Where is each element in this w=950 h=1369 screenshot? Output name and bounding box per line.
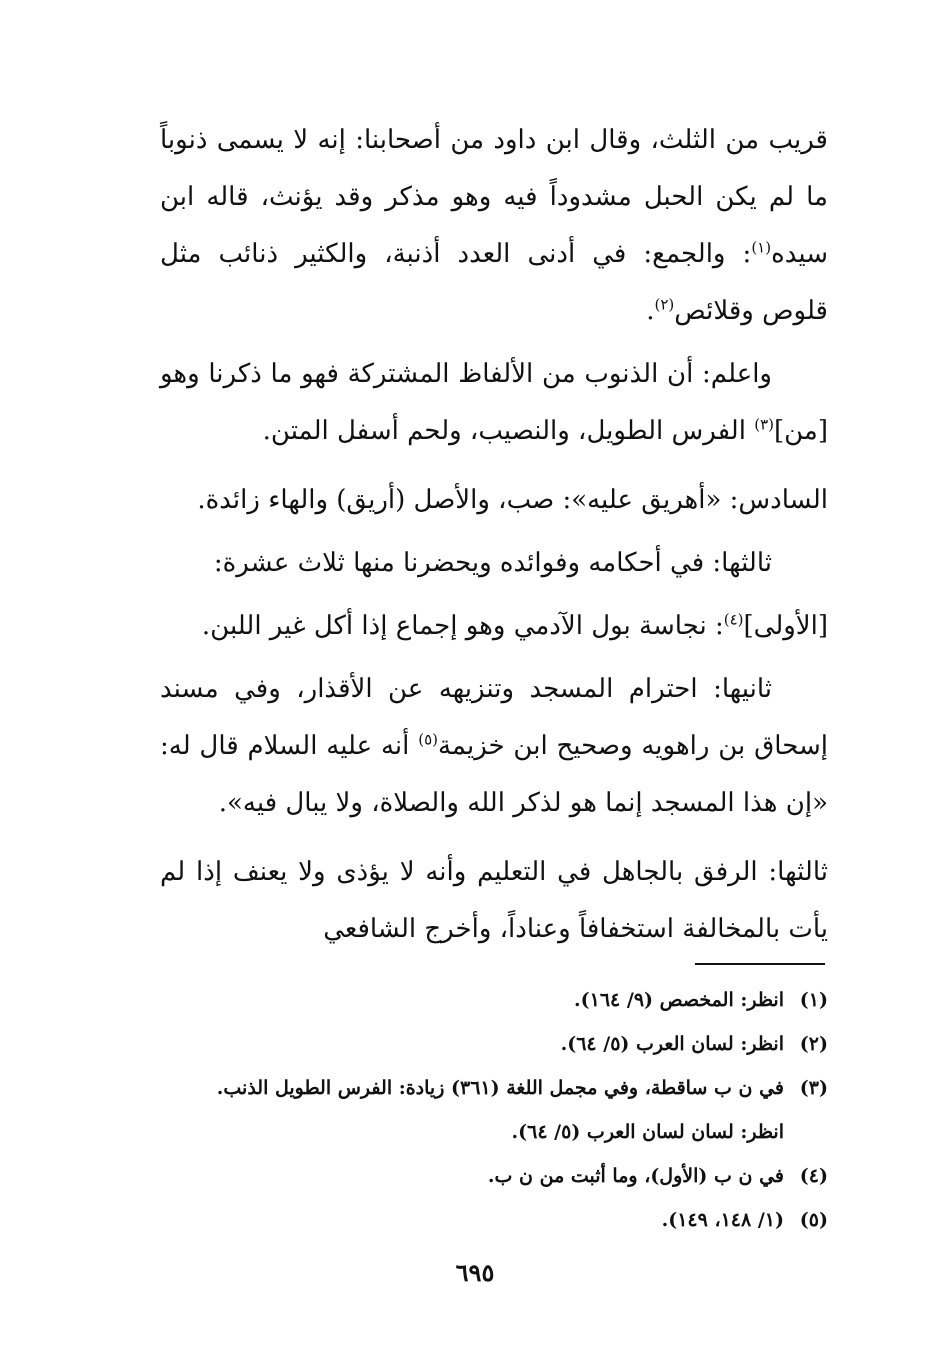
paragraph-4-text: ثالثها: في أحكامه وفوائده ويحضرنا منها ثلاث عشرة:: [213, 548, 772, 578]
paragraph-3-text: السادس: «أهريق عليه»: صب، والأصل (أريق) والهاء زائدة.: [197, 485, 828, 515]
main-text: [160, 112, 828, 970]
paragraph-3: [160, 472, 828, 529]
footnote-1: [150, 978, 828, 1022]
footnote-5: [150, 1198, 828, 1242]
paragraph-1: [160, 112, 828, 340]
footnote-text: [150, 1066, 784, 1154]
footnote-text: (١/ ١٤٨، ١٤٩).: [661, 1209, 784, 1231]
paragraph-5: [160, 598, 828, 655]
paragraph-2-text-a: واعلم: أن الذنوب من الألفاظ المشتركة فهو ما ذكرنا وهو [من]: [160, 359, 828, 446]
footnote-2: [150, 1022, 828, 1066]
footnote-ref-5: (٥): [418, 730, 438, 749]
footnote-ref-4: (٤): [723, 610, 744, 629]
paragraph-6: [160, 661, 828, 832]
paragraph-6-text-a: ثانيها: احترام المسجد وتنزيهه عن الأقذار، وفي مسند إسحاق بن راهويه وصحيح ابن خزيمة: [160, 674, 828, 761]
footnotes: [150, 978, 828, 1242]
footnote-ref-3: (٣): [754, 415, 774, 434]
footnote-3: [150, 1066, 828, 1154]
footnote-line: انظر: لسان لسان العرب (٥/ ٦٤).: [511, 1121, 784, 1143]
footnote-text: انظر: لسان العرب (٥/ ٦٤).: [560, 1033, 784, 1055]
footnote-number: (٤): [799, 1165, 828, 1187]
page-number: ٦٩٥: [455, 1258, 495, 1287]
paragraph-5-text-b: : نجاسة بول الآدمي وهو إجماع إذا أكل غير اللبن.: [201, 611, 724, 641]
footnote-ref-2: (٢): [654, 295, 675, 314]
footnote-ref-1: (١): [751, 238, 772, 257]
paragraph-2-text-b: الفرس الطويل، والنصيب، ولحم أسفل المتن.: [262, 416, 755, 446]
footnote-number: (٣): [799, 1077, 828, 1099]
paragraph-2: [160, 346, 828, 460]
footnote-text: في ن ب (الأول)، وما أثبت من ن ب.: [487, 1165, 784, 1187]
footnote-number: (١): [799, 989, 828, 1011]
paragraph-4: [160, 535, 828, 592]
footnote-text: انظر: المخصص (٩/ ١٦٤).: [574, 989, 784, 1011]
paragraph-7-text: ثالثها: الرفق بالجاهل في التعليم وأنه لا يؤذى ولا يعنف إذا لم يأت بالمخالفة استخفافاً وعناداً، وأخرج الشافعي: [160, 857, 828, 944]
footnote-line: في ن ب ساقطة، وفي مجمل اللغة (٣٦١) زيادة: الفرس الطويل الذنب.: [216, 1077, 784, 1099]
paragraph-6-text-b: أنه عليه السلام قال له: «إن هذا المسجد إنما هو لذكر الله والصلاة، ولا يبال فيه».: [160, 731, 828, 818]
footnote-number: (٢): [799, 1033, 828, 1055]
footnote-divider: [695, 963, 825, 965]
paragraph-1-text-b: : والجمع: في أدنى العدد أذنبة، والكثير ذنائب مثل قلوص وقلائص: [160, 239, 828, 326]
paragraph-7: [160, 844, 828, 958]
paragraph-1-text-a: قريب من الثلث، وقال ابن داود من أصحابنا: إنه لا يسمى ذنوباً ما لم يكن الحبل مشدوداً فيه وهو مذكر وقد يؤنث، قاله ابن سيده: [160, 125, 828, 269]
footnote-number: (٥): [799, 1209, 828, 1231]
paragraph-5-text-a: [الأولى]: [743, 611, 828, 641]
paragraph-1-text-c: .: [646, 296, 655, 326]
footnote-4: [150, 1154, 828, 1198]
